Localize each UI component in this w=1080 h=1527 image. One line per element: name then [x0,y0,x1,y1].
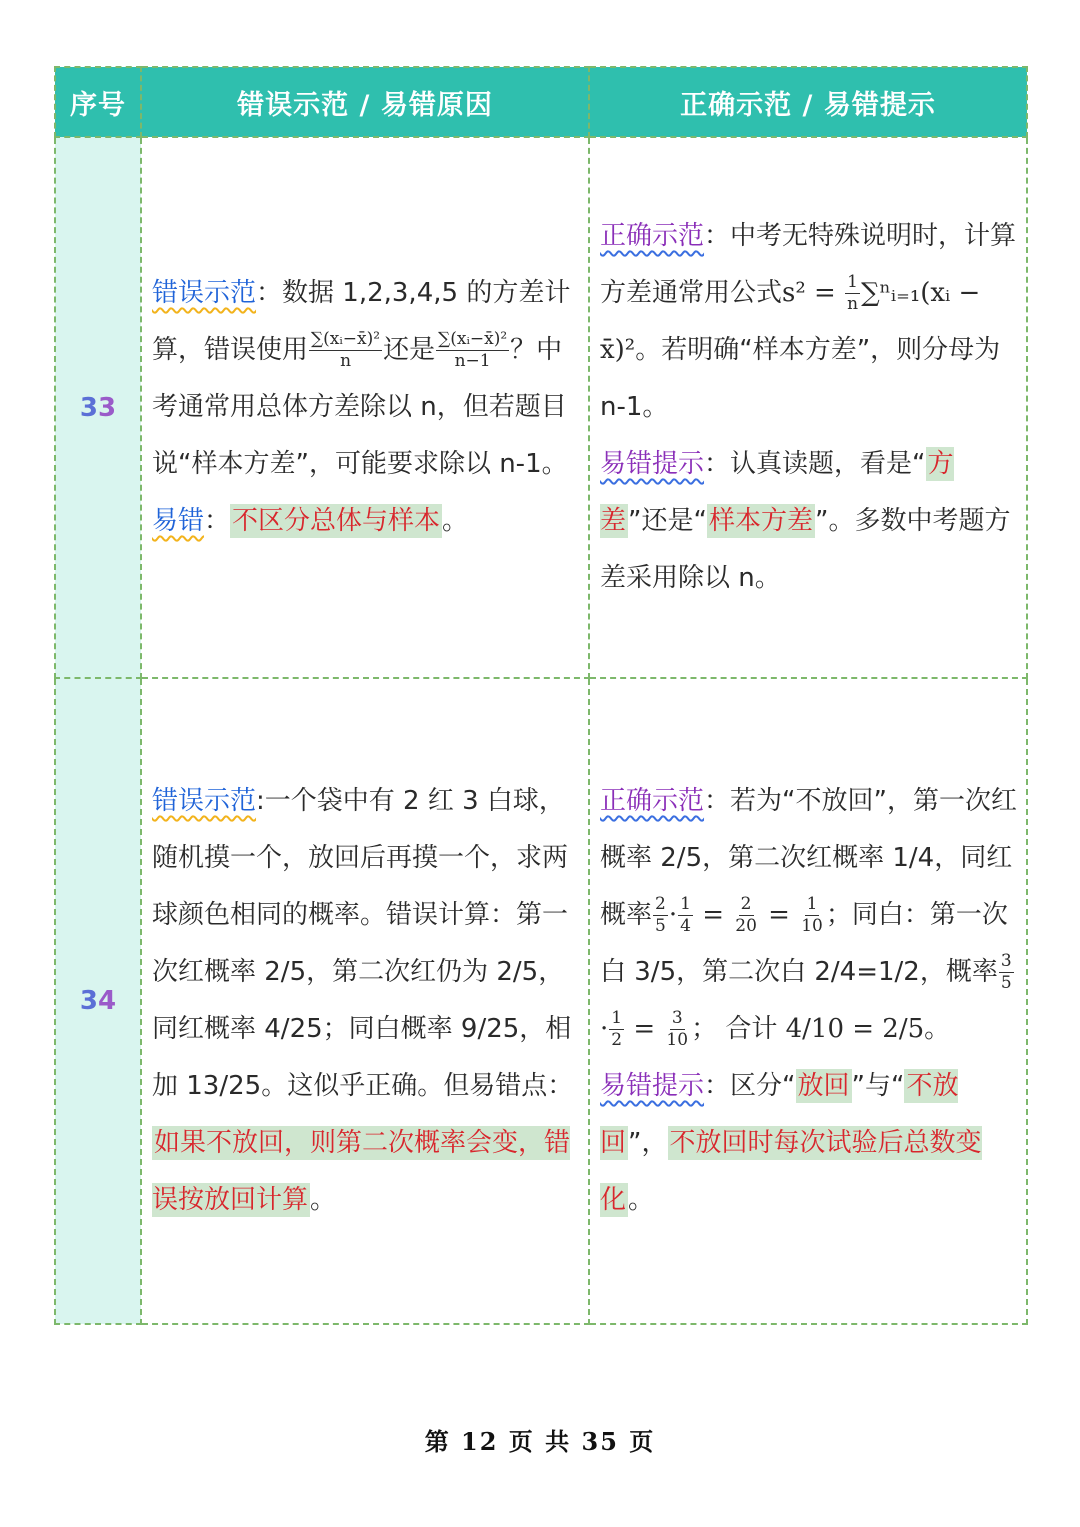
tip-label: 易错提示 [600,449,705,479]
tip-label: 易错提示 [600,1071,705,1101]
highlight-text: 不区分总体与样本 [232,506,441,536]
formula-fraction: $\frac{1}{4}$ [680,894,691,936]
table-row-34 [55,678,1027,1324]
wrong-paragraph: 错误示范：数据 1,2,3,4,5 的方差计算，错误使用 $\frac{\text{∑(xᵢ−x̄)²}}{n}$ 还是 $\frac{\text{∑(xᵢ−x̄)²}}{n-1}$ ？中考通常用总体方差除以 n，但若题目说“样本方差”，可能要求除以 n-1。 [152,278,571,479]
formula-fraction: $\frac{3}{10}$ [666,1008,689,1050]
right-example-33 [589,137,1027,678]
formula-fraction: $\frac{1}{n}$ [847,272,859,314]
page-footer: 第 12 页 共 35 页 [424,1427,656,1456]
highlight-text: 如果不放回，则第二次概率会变，错误按放回计算 [152,1128,571,1215]
table-row-33 [55,137,1027,678]
formula-fraction: $\frac{2}{5}$ [655,894,666,936]
highlight-text: 样本方差 [708,506,813,536]
wrong-paragraph: 错误示范:一个袋中有 2 红 3 白球，随机摸一个，放回后再摸一个，求两球颜色相同的概率。错误计算：第一次红概率 2/5，第二次红仍为 2/5，同红概率 4/25；同白概率 9/25，相加 13/25。这似乎正确。但易错点：如果不放回，则第二次概率会变，错误按放回计算。 [152,786,574,1215]
header-right: 正确示范 / 易错提示 [589,67,1027,137]
right-example-34 [589,678,1027,1324]
highlight-text: 不放回 [600,1071,959,1158]
row-number-33: 33 [55,137,141,678]
formula-fraction: $\frac{3}{5}$ [1000,951,1012,993]
formula-fraction: $\frac{1}{2}$ [611,1008,623,1050]
right-paragraph: 正确示范：若为“不放回”，第一次红概率 2/5，第二次红概率 1/4，同红概率 $\frac{2}{5}$ · $\frac{1}{4}$ = $\frac{2}{20}$ = $\frac{1}{10}$ ；同白：第一次白 3/5，第二次白 2/4=1/2，概率 $\frac{3}{5}$ · $\frac{1}{2}$ = $\frac{3}{10}$ ； 合计 4/10 = 2/5。 [600,786,1017,1050]
highlight-text: 放回 [797,1071,850,1101]
formula-fraction: $\frac{\text{∑(xᵢ−x̄)²}}{n-1}$ [438,329,508,371]
pitfall-label: 易错 [152,506,205,536]
row-number-34: 34 [55,678,141,1324]
right-example-label: 正确示范 [600,786,705,816]
pitfall-paragraph: 易错：不区分总体与样本。 [152,506,469,536]
right-paragraph: 正确示范：中考无特殊说明时，计算方差通常用公式s² = $\frac{1}{n}$ ∑ⁿᵢ₌₁(xᵢ − x̄)²。若明确“样本方差”，则分母为 n-1。 [600,221,1017,422]
wrong-example-33 [141,137,589,678]
formula-fraction: $\frac{1}{10}$ [801,894,823,936]
formula-fraction: $\frac{\text{∑(xᵢ−x̄)²}}{n}$ [311,329,381,371]
error-table [54,66,1028,1325]
wrong-example-label: 错误示范 [152,278,257,308]
wrong-example-34 [141,678,589,1324]
table-header-row [55,67,1027,137]
wrong-example-label: 错误示范 [152,786,257,816]
header-index: 序号 [55,67,141,137]
header-wrong: 错误示范 / 易错原因 [141,67,589,137]
highlight-text: 不放回时每次试验后总数变化 [600,1128,982,1215]
formula-fraction: $\frac{2}{20}$ [735,894,757,936]
highlight-text: 方差 [600,449,954,536]
tip-paragraph: 易错提示：区分“放回”与“不放回”，不放回时每次试验后总数变化。 [600,1071,982,1215]
right-example-label: 正确示范 [600,221,705,251]
tip-paragraph: 易错提示：认真读题，看是“方差”还是“样本方差”。多数中考题方差采用除以 n。 [600,449,1011,593]
